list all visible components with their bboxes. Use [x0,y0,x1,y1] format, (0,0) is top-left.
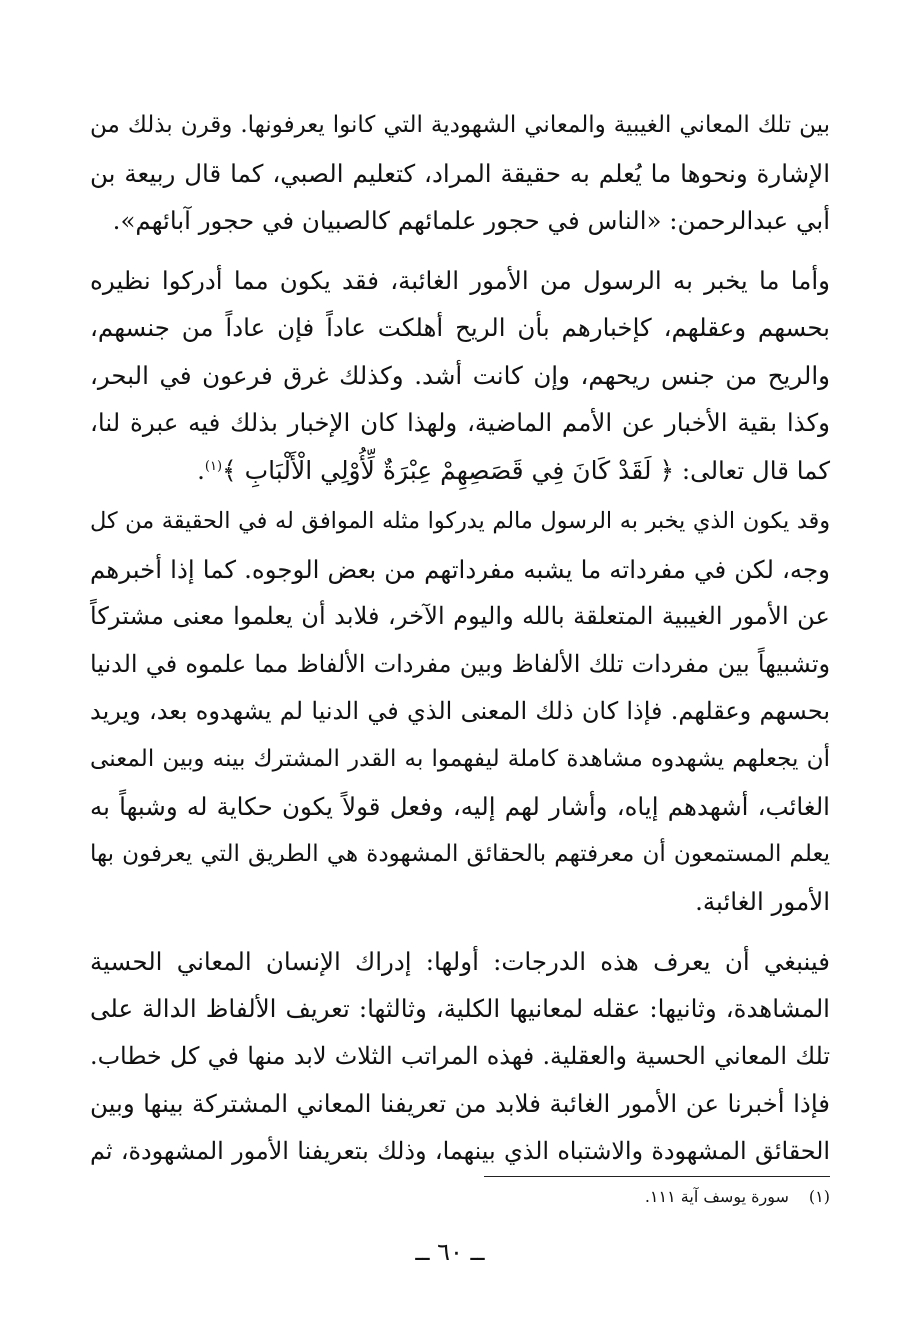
text-line: فينبغي أن يعرف هذه الدرجات: أولها: إدراك الإنسان المعاني الحسية [90,946,830,976]
footnote-divider [484,1176,830,1177]
text-line: بحسهم وعقلهم، كإخبارهم بأن الريح أهلكت عاداً فإن عاداً من جنسهم، [90,313,830,342]
text-line: الأمور الغائبة. [695,887,830,916]
footnote-number: (١) [808,1187,830,1206]
paragraph-3 [90,498,830,926]
text-line: الحقائق المشهودة والاشتباه الذي بينهما، وذلك بتعريفنا الأمور المشهودة، ثم [90,1136,830,1165]
paragraph-2 [90,257,830,495]
verse-end: . [197,455,205,485]
text-line: بين تلك المعاني الغيبية والمعاني الشهودية التي كانوا يعرفونها. وقرن بذلك من [90,112,830,138]
text-line: وكذا بقية الأخبار عن الأمم الماضية، ولهذا كان الإخبار بذلك فيه عبرة لنا، [90,408,830,437]
text-line: وقد يكون الذي يخبر به الرسول مالم يدركوا مثله الموافق له في الحقيقة من كل [90,508,830,534]
text-line: بحسهم وعقلهم. فإذا كان ذلك المعنى الذي في الدنيا لم يشهدوه بعد، ويريد [90,697,830,725]
text-line: الإشارة ونحوها ما يُعلم به حقيقة المراد، كتعليم الصبي، كما قال ربيعة بن [90,158,830,188]
text-line: أبي عبدالرحمن: «الناس في حجور علمائهم كالصبيان في حجور آبائهم». [112,206,830,235]
text-line: وأما ما يخبر به الرسول من الأمور الغائبة، فقد يكون مما أدركوا نظيره [90,265,830,295]
text-line: وتشبيهاً بين مفردات تلك الألفاظ وبين مفردات الألفاظ مما علموه في الدنيا [90,649,830,678]
verse-intro: كما قال تعالى: [681,455,830,485]
footnote-reference: (١) [204,458,223,474]
footnote [484,1184,830,1210]
text-line: فإذا أخبرنا عن الأمور الغائبة فلابد من تعريفنا المعاني المشتركة بينها وبين [90,1089,830,1118]
footnote-text: سورة يوسف آية ١١١. [644,1187,789,1206]
verse-line [90,447,830,495]
text-line: أن يجعلهم يشهدوه مشاهدة كاملة ليفهموا به القدر المشترك بينه وبين المعنى [90,745,830,772]
paragraph-1 [90,102,830,245]
page-number: ــ ٦٠ ــ [415,1238,485,1266]
quran-verse: ﴿ لَقَدْ كَانَ فِي قَصَصِهِمْ عِبْرَةٌ لِّأُوْلِي الْأَلْبَابِ ﴾ [222,455,675,485]
text-line: تلك المعاني الحسية والعقلية. فهذه المراتب الثلاث لابد منها في كل خطاب. [90,1041,830,1070]
text-line: والريح من جنس ريحهم، وإن كانت أشد. وكذلك غرق فرعون في البحر، [90,360,830,390]
text-line: عن الأمور الغيبية المتعلقة بالله واليوم الآخر، فلابد أن يعلموا معنى مشتركاً [90,602,830,630]
text-line: يعلم المستمعون أن معرفتهم بالحقائق المشهودة هي الطريق التي يعرفون بها [90,840,830,867]
paragraph-4 [90,938,830,1176]
page-body [90,102,830,1175]
text-line: وجه، لكن في مفرداته ما يشبه مفرداتهم من بعض الوجوه. كما إذا أخبرهم [90,554,830,584]
text-line: المشاهدة، وثانيها: عقله لمعانيها الكلية، وثالثها: تعريف الألفاظ الدالة على [90,994,830,1023]
text-line: الغائب، أشهدهم إياه، وأشار لهم إليه، وفعل قولاً يكون حكاية له وشبهاً به [90,792,830,821]
